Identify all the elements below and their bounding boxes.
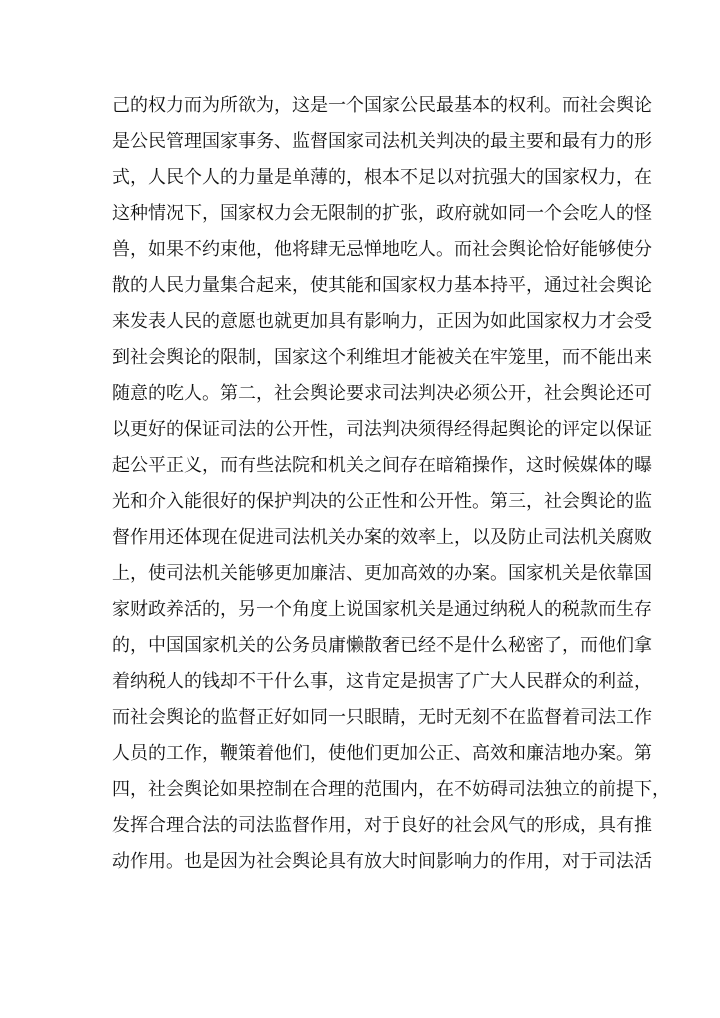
text-line: 着纳税人的钱却不干什么事，这肯定是损害了广大人民群众的利益， (112, 671, 652, 692)
text-line: 光和介入能很好的保护判决的公正性和公开性。第三，社会舆论的监 (112, 491, 652, 512)
text-line: 到社会舆论的限制，国家这个利维坦才能被关在牢笼里，而不能出来 (112, 347, 652, 368)
text-line: 兽，如果不约束他，他将肆无忌惮地吃人。而社会舆论恰好能够使分 (112, 239, 652, 260)
text-line: 人员的工作，鞭策着他们，使他们更加公正、高效和廉洁地办案。第 (112, 743, 652, 764)
text-line: 的，中国国家机关的公务员庸懒散奢已经不是什么秘密了，而他们拿 (112, 635, 652, 656)
text-line: 这种情况下，国家权力会无限制的扩张，政府就如同一个会吃人的怪 (112, 203, 652, 224)
text-line: 而社会舆论的监督正好如同一只眼睛，无时无刻不在监督着司法工作 (112, 707, 652, 728)
text-line: 是公民管理国家事务、监督国家司法机关判决的最主要和最有力的形 (112, 131, 652, 152)
text-line: 式，人民个人的力量是单薄的，根本不足以对抗强大的国家权力，在 (112, 167, 652, 188)
body-text (112, 88, 670, 880)
text-line: 动作用。也是因为社会舆论具有放大时间影响力的作用，对于司法活 (112, 851, 652, 872)
text-line: 督作用还体现在促进司法机关办案的效率上，以及防止司法机关腐败 (112, 527, 652, 548)
text-line: 来发表人民的意愿也就更加具有影响力，正因为如此国家权力才会受 (112, 311, 652, 332)
text-line: 上，使司法机关能够更加廉洁、更加高效的办案。国家机关是依靠国 (112, 563, 652, 584)
text-line: 己的权力而为所欲为，这是一个国家公民最基本的权利。而社会舆论 (112, 95, 652, 116)
text-line: 四，社会舆论如果控制在合理的范围内，在不妨碍司法独立的前提下， (112, 779, 670, 800)
text-line: 家财政养活的，另一个角度上说国家机关是通过纳税人的税款而生存 (112, 599, 652, 620)
text-line: 随意的吃人。第二，社会舆论要求司法判决必须公开，社会舆论还可 (112, 383, 652, 404)
text-line: 发挥合理合法的司法监督作用，对于良好的社会风气的形成，具有推 (112, 815, 652, 836)
text-line: 起公平正义，而有些法院和机关之间存在暗箱操作，这时候媒体的曝 (112, 455, 652, 476)
text-line: 散的人民力量集合起来，使其能和国家权力基本持平，通过社会舆论 (112, 275, 652, 296)
text-line: 以更好的保证司法的公开性，司法判决须得经得起舆论的评定以保证 (112, 419, 652, 440)
